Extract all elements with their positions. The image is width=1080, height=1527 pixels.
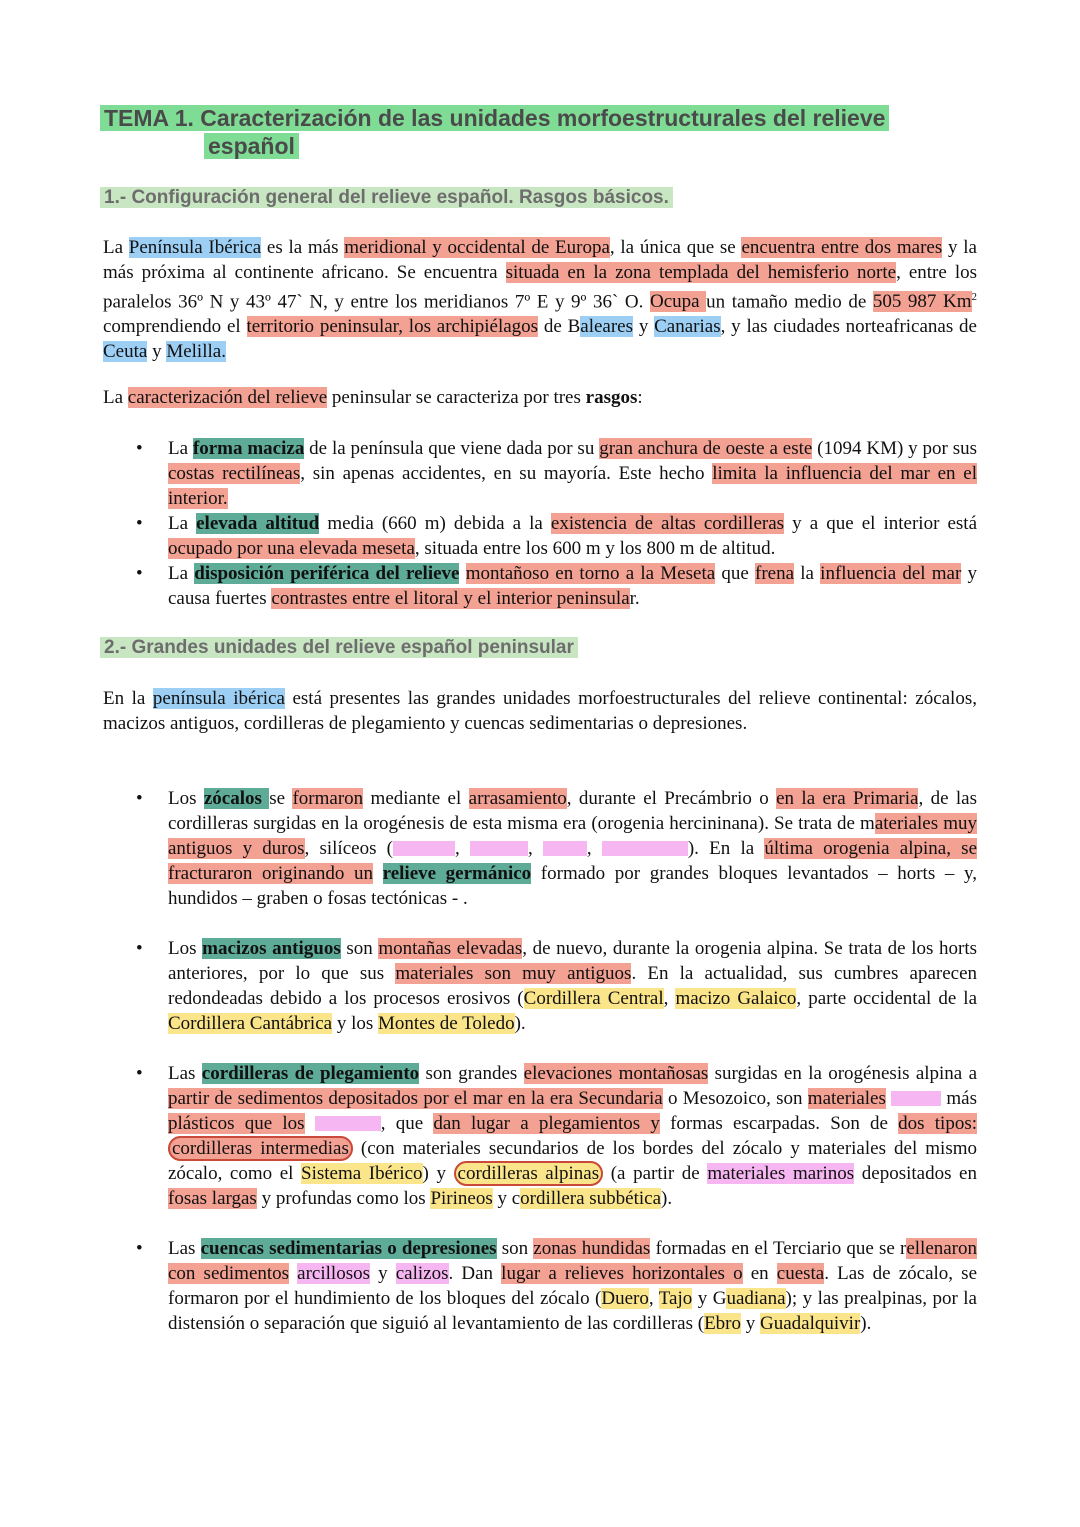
highlight-yellow: Tajo bbox=[658, 1288, 693, 1309]
text-run: , bbox=[648, 1288, 659, 1309]
text-run: y G bbox=[692, 1288, 727, 1309]
highlight-red: encuentra entre dos mares bbox=[741, 237, 943, 258]
circled-term: cordilleras alpinas bbox=[454, 1161, 604, 1186]
text-run: (con materiales secundarios de los bordes del zócalo y materiales del mismo zócalo, como el bbox=[168, 1138, 977, 1184]
text-run: es la más bbox=[261, 237, 345, 258]
highlight-blue: Ceuta bbox=[103, 341, 148, 363]
highlight-yellow: Sistema Ibérico bbox=[301, 1163, 423, 1184]
text-run: . Las de zócalo, se formaron por el hundimiento de los bloques del zócalo ( bbox=[168, 1263, 978, 1309]
redacted-mark bbox=[393, 841, 455, 856]
text-run: , sin apenas accidentes, en su mayoría. Este hecho bbox=[300, 463, 713, 484]
highlight-red: existencia de altas cordilleras bbox=[550, 513, 785, 534]
text-run: ) y bbox=[422, 1163, 454, 1184]
text-run: formas escarpadas. Son de bbox=[659, 1113, 899, 1134]
text-run: La bbox=[103, 237, 129, 258]
text-run: peninsular se caracteriza por tres bbox=[327, 387, 586, 408]
highlight-red: partir de sedimentos depositados por el mar en la era Secundaria bbox=[168, 1088, 663, 1109]
text-run: en bbox=[742, 1263, 777, 1284]
highlight-yellow: uadiana bbox=[726, 1288, 786, 1309]
bold-text: rasgos bbox=[585, 387, 638, 408]
text-run: ). bbox=[514, 1013, 526, 1034]
rasgos-list bbox=[103, 436, 977, 611]
highlight-blue: aleares bbox=[580, 316, 634, 338]
text-run: , situada entre los 600 m y los 800 m de altitud. bbox=[414, 538, 776, 559]
text-run: y a que el interior está bbox=[784, 513, 978, 534]
highlight-red: fosas largas bbox=[168, 1188, 257, 1209]
highlight-yellow: macizo Galaico bbox=[675, 988, 797, 1009]
text-run: : bbox=[637, 387, 643, 408]
highlight-red: meridional y occidental de Europa bbox=[344, 237, 610, 258]
superscript: 2 bbox=[971, 291, 978, 303]
text-run: formado por grandes bloques levantados – horts – y, hundidos – graben o fosas tectónicas - . bbox=[168, 863, 978, 909]
text-run: . Dan bbox=[448, 1263, 502, 1284]
highlight-red: influencia del mar bbox=[820, 563, 962, 584]
text-run: , que bbox=[380, 1113, 434, 1134]
text-run: , parte occidental de la bbox=[796, 988, 978, 1009]
text-run: surgidas en la orogénesis alpina a bbox=[708, 1063, 977, 1084]
highlight-red: montañoso en torno a la Meseta bbox=[465, 563, 716, 584]
text-run: son bbox=[340, 938, 379, 959]
list-item bbox=[103, 436, 977, 511]
text-run: de B bbox=[538, 316, 581, 338]
highlight-red: última orogenia alpina, se fracturaron originando un bbox=[168, 838, 978, 884]
highlight-blue: Canarias bbox=[654, 316, 721, 338]
text-run: depositados en bbox=[854, 1163, 977, 1184]
highlight-term: cordilleras de plegamiento bbox=[201, 1063, 420, 1084]
text-run: , y las ciudades norteafricanas de bbox=[720, 316, 977, 338]
text-run bbox=[373, 863, 383, 884]
highlight-yellow: ordillera subbética bbox=[520, 1188, 662, 1209]
text-run: , bbox=[586, 838, 602, 859]
highlight-red: 505 987 Km bbox=[872, 291, 972, 313]
text-run: que bbox=[715, 563, 756, 584]
highlight-yellow: Montes de Toledo bbox=[378, 1013, 515, 1034]
highlight-red: plásticos que los bbox=[168, 1113, 305, 1134]
highlight-red: territorio peninsular, los archipiélagos bbox=[246, 316, 539, 338]
text-run: , durante el Precámbrio o bbox=[566, 788, 777, 809]
text-run: y bbox=[633, 316, 655, 338]
highlight-yellow: Guadalquivir bbox=[760, 1313, 861, 1334]
text-run: ). bbox=[661, 1188, 673, 1209]
highlight-pink: arcillosos bbox=[297, 1263, 370, 1284]
redacted-mark bbox=[891, 1091, 941, 1106]
text-run: La bbox=[168, 438, 193, 459]
highlight-term: elevada altitud bbox=[196, 513, 320, 534]
list-item bbox=[103, 936, 977, 1036]
text-run: de la península que viene dada por su bbox=[304, 438, 600, 459]
text-run: Las bbox=[168, 1238, 201, 1259]
text-run: un tamaño medio de bbox=[706, 291, 873, 313]
highlight-pink: materiales marinos bbox=[707, 1163, 855, 1184]
unidades-list bbox=[103, 786, 977, 1361]
text-run: , bbox=[527, 838, 543, 859]
highlight-red: ateriales muy antiguos y duros bbox=[168, 813, 978, 859]
text-run: y bbox=[741, 1313, 761, 1334]
highlight-red: cuesta bbox=[776, 1263, 825, 1284]
highlight-red: ellenaron con sedimentos bbox=[168, 1238, 978, 1284]
text-run: (1094 KM) y por sus bbox=[812, 438, 977, 459]
text-run: está presentes las grandes unidades morfoestructurales del relieve continental: zócalos, macizos antiguos, cordilleras de plegamiento y cuencas sedimentarias o depresiones. bbox=[103, 688, 977, 734]
highlight-red: limita la influencia del mar en el interior. bbox=[168, 463, 977, 509]
highlight-red: materiales son muy antiguos bbox=[395, 963, 632, 984]
highlight-red: en la era Primaria bbox=[776, 788, 919, 809]
text-run: formadas en el Terciario que se r bbox=[650, 1238, 907, 1259]
text-run bbox=[289, 1263, 297, 1284]
list-item bbox=[103, 561, 977, 611]
highlight-red: frena bbox=[755, 563, 795, 584]
text-run: Las bbox=[168, 1063, 202, 1084]
text-run: se bbox=[269, 788, 293, 809]
highlight-yellow: Cordillera Central bbox=[523, 988, 664, 1009]
text-run: y bbox=[370, 1263, 396, 1284]
text-run: y bbox=[147, 341, 167, 363]
text-run bbox=[305, 1113, 315, 1134]
document-title bbox=[100, 104, 1000, 160]
text-run: o Mesozoico, son bbox=[662, 1088, 808, 1109]
highlight-term: disposición periférica del relieve bbox=[194, 563, 460, 584]
text-run: y los bbox=[332, 1013, 379, 1034]
text-run: mediante el bbox=[363, 788, 469, 809]
section-2-intro bbox=[103, 686, 977, 736]
text-run: comprendiendo el bbox=[103, 316, 247, 338]
list-item bbox=[103, 511, 977, 561]
highlight-red: elevaciones montañosas bbox=[523, 1063, 709, 1084]
highlight-red: situada en la zona templada del hemisferio norte bbox=[505, 262, 897, 283]
text-run: La bbox=[168, 563, 195, 584]
highlight-red: dan lugar a plegamientos y bbox=[433, 1113, 660, 1134]
highlight-red: contrastes entre el litoral y el interior peninsula bbox=[271, 588, 630, 609]
highlight-red: Ocupa bbox=[650, 291, 707, 313]
text-run: La bbox=[168, 513, 197, 534]
list-item bbox=[103, 1236, 977, 1336]
text-run: son grandes bbox=[419, 1063, 524, 1084]
highlight-red: caracterización del relieve bbox=[127, 387, 328, 408]
text-run: , la única que se bbox=[609, 237, 742, 258]
section-1-paragraph-1 bbox=[103, 235, 977, 364]
text-run bbox=[459, 563, 465, 584]
text-run: Los bbox=[168, 788, 204, 809]
highlight-term: macizos antiguos bbox=[202, 938, 341, 959]
text-run: , entre los paralelos 36º N y 43º 47` N, y entre los meridianos 7º E y 9º 36` O. bbox=[103, 262, 977, 313]
highlight-blue: península ibérica bbox=[152, 688, 285, 709]
highlight-red: dos tipos: bbox=[898, 1113, 978, 1134]
text-run: media (660 m) debida a la bbox=[319, 513, 551, 534]
highlight-red: lugar a relieves horizontales o bbox=[501, 1263, 743, 1284]
highlight-term: zócalos bbox=[203, 788, 270, 809]
text-run: . En la actualidad, sus cumbres aparecen redondeadas debido a los procesos erosivos ( bbox=[168, 963, 978, 1009]
highlight-red: gran anchura de oeste a este bbox=[599, 438, 813, 459]
text-run: La bbox=[103, 387, 128, 408]
highlight-blue: Melilla. bbox=[166, 341, 226, 363]
text-run: , bbox=[663, 988, 676, 1009]
redacted-mark bbox=[315, 1116, 381, 1131]
text-run: ); y las prealpinas, por la distensión o separación que siguió al levantamiento de las cordilleras ( bbox=[168, 1288, 977, 1334]
circled-term: cordilleras intermedias bbox=[168, 1136, 353, 1161]
highlight-pink: calizos bbox=[395, 1263, 449, 1284]
text-run: la bbox=[794, 563, 821, 584]
highlight-red: ocupado por una elevada meseta bbox=[168, 538, 415, 559]
highlight-red: montañas elevadas bbox=[378, 938, 523, 959]
highlight-red: arrasamiento bbox=[468, 788, 567, 809]
text-run: En la bbox=[103, 688, 153, 709]
highlight-term: forma maciza bbox=[192, 438, 305, 459]
title-line-2: español bbox=[204, 133, 299, 159]
text-run: ). bbox=[860, 1313, 872, 1334]
list-item bbox=[103, 786, 977, 911]
section-1-heading: 1.- Configuración general del relieve español. Rasgos básicos. bbox=[100, 186, 1000, 210]
text-run: y causa fuertes bbox=[168, 563, 978, 609]
text-run: , silíceos ( bbox=[304, 838, 393, 859]
text-run: , de nuevo, durante la orogenia alpina. Se trata de los horts anteriores, por lo que sus bbox=[168, 938, 978, 984]
text-run: r. bbox=[629, 588, 640, 609]
highlight-red: zonas hundidas bbox=[533, 1238, 651, 1259]
text-run: Los bbox=[168, 938, 203, 959]
text-run: más bbox=[941, 1088, 978, 1109]
text-run: (a partir de bbox=[603, 1163, 708, 1184]
highlight-blue: Península Ibérica bbox=[128, 237, 262, 258]
highlight-yellow: Pirineos bbox=[430, 1188, 493, 1209]
text-run: ). En la bbox=[687, 838, 765, 859]
highlight-red: materiales bbox=[807, 1088, 886, 1109]
redacted-mark bbox=[543, 841, 587, 856]
section-1-paragraph-2 bbox=[103, 385, 977, 410]
list-item bbox=[103, 1061, 977, 1211]
text-run: , de las cordilleras surgidas en la orogénesis de esta misma era (orogenia hercininana). Se trata de m bbox=[168, 788, 978, 834]
highlight-yellow: Duero bbox=[601, 1288, 649, 1309]
highlight-term: cuencas sedimentarias o depresiones bbox=[200, 1238, 497, 1259]
highlight-red: costas rectilíneas bbox=[168, 463, 301, 484]
section-2-heading: 2.- Grandes unidades del relieve español peninsular bbox=[100, 636, 1000, 660]
text-run: y c bbox=[492, 1188, 521, 1209]
highlight-red: formaron bbox=[292, 788, 364, 809]
highlight-yellow: Ebro bbox=[704, 1313, 742, 1334]
redacted-mark bbox=[470, 841, 528, 856]
redacted-mark bbox=[602, 841, 688, 856]
text-run: , bbox=[455, 838, 470, 859]
text-run: y profundas como los bbox=[256, 1188, 431, 1209]
highlight-yellow: Cordillera Cantábrica bbox=[168, 1013, 333, 1034]
highlight-term: relieve germánico bbox=[382, 863, 532, 884]
text-run: son bbox=[496, 1238, 534, 1259]
title-line-1: TEMA 1. Caracterización de las unidades morfoestructurales del relieve bbox=[100, 105, 889, 131]
text-run: y la más próxima al continente africano. Se encuentra bbox=[103, 237, 977, 283]
